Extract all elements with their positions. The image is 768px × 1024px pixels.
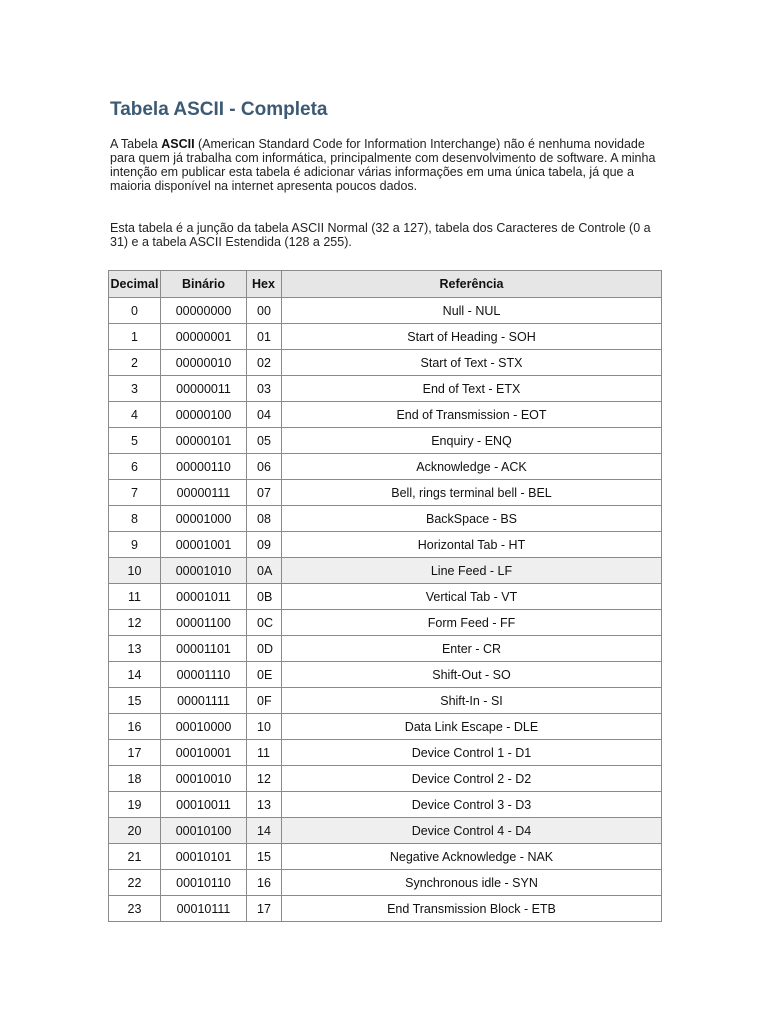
table-row	[109, 480, 662, 506]
table-row	[109, 636, 662, 662]
cell-decimal: 10	[109, 558, 161, 584]
table-row	[109, 844, 662, 870]
cell-binario: 00000010	[161, 350, 247, 376]
table-row	[109, 610, 662, 636]
cell-hex: 0E	[247, 662, 282, 688]
table-row	[109, 766, 662, 792]
cell-referencia: Device Control 2 - D2	[282, 766, 662, 792]
cell-binario: 00001000	[161, 506, 247, 532]
cell-binario: 00000111	[161, 480, 247, 506]
table-row	[109, 350, 662, 376]
cell-decimal: 2	[109, 350, 161, 376]
cell-referencia: Null - NUL	[282, 298, 662, 324]
cell-referencia: End of Transmission - EOT	[282, 402, 662, 428]
cell-referencia: Synchronous idle - SYN	[282, 870, 662, 896]
cell-binario: 00001101	[161, 636, 247, 662]
cell-binario: 00010011	[161, 792, 247, 818]
cell-hex: 11	[247, 740, 282, 766]
cell-referencia: Shift-In - SI	[282, 688, 662, 714]
cell-hex: 13	[247, 792, 282, 818]
cell-referencia: Device Control 4 - D4	[282, 818, 662, 844]
cell-binario: 00000011	[161, 376, 247, 402]
cell-hex: 17	[247, 896, 282, 922]
cell-hex: 15	[247, 844, 282, 870]
cell-hex: 09	[247, 532, 282, 558]
cell-decimal: 13	[109, 636, 161, 662]
table-row	[109, 688, 662, 714]
cell-decimal: 16	[109, 714, 161, 740]
cell-hex: 0A	[247, 558, 282, 584]
cell-referencia: Start of Heading - SOH	[282, 324, 662, 350]
header-hex: Hex	[247, 271, 282, 298]
cell-decimal: 20	[109, 818, 161, 844]
header-binario: Binário	[161, 271, 247, 298]
cell-decimal: 3	[109, 376, 161, 402]
cell-binario: 00001011	[161, 584, 247, 610]
cell-decimal: 7	[109, 480, 161, 506]
cell-referencia: Bell, rings terminal bell - BEL	[282, 480, 662, 506]
cell-decimal: 8	[109, 506, 161, 532]
cell-referencia: Device Control 3 - D3	[282, 792, 662, 818]
header-referencia: Referência	[282, 271, 662, 298]
cell-hex: 04	[247, 402, 282, 428]
cell-hex: 05	[247, 428, 282, 454]
cell-decimal: 5	[109, 428, 161, 454]
cell-hex: 0B	[247, 584, 282, 610]
cell-decimal: 11	[109, 584, 161, 610]
table-row	[109, 532, 662, 558]
table-row	[109, 428, 662, 454]
cell-hex: 10	[247, 714, 282, 740]
cell-decimal: 17	[109, 740, 161, 766]
cell-decimal: 18	[109, 766, 161, 792]
cell-hex: 16	[247, 870, 282, 896]
cell-decimal: 22	[109, 870, 161, 896]
cell-referencia: Negative Acknowledge - NAK	[282, 844, 662, 870]
cell-referencia: Data Link Escape - DLE	[282, 714, 662, 740]
cell-binario: 00010101	[161, 844, 247, 870]
cell-decimal: 19	[109, 792, 161, 818]
document-page	[110, 96, 662, 249]
intro-bold-ascii: ASCII	[161, 137, 195, 151]
ascii-table	[108, 270, 662, 922]
intro-rest: (American Standard Code for Information Interchange) não é nenhuma novidade para quem já trabalha com informática, principalmente com desenvolvimento de software. A minha intenção em publicar esta tabela é adicionar várias informações em uma única tabela, já que a maioria disponível na internet apresenta poucos dados.	[110, 137, 656, 193]
table-row	[109, 298, 662, 324]
page-title: Tabela ASCII - Completa	[110, 99, 328, 120]
cell-referencia: Line Feed - LF	[282, 558, 662, 584]
cell-referencia: End Transmission Block - ETB	[282, 896, 662, 922]
cell-decimal: 12	[109, 610, 161, 636]
cell-decimal: 4	[109, 402, 161, 428]
cell-hex: 08	[247, 506, 282, 532]
table-row	[109, 376, 662, 402]
cell-binario: 00010111	[161, 896, 247, 922]
cell-hex: 01	[247, 324, 282, 350]
cell-referencia: Enter - CR	[282, 636, 662, 662]
cell-hex: 0D	[247, 636, 282, 662]
cell-decimal: 6	[109, 454, 161, 480]
cell-referencia: Vertical Tab - VT	[282, 584, 662, 610]
cell-binario: 00000001	[161, 324, 247, 350]
cell-binario: 00001110	[161, 662, 247, 688]
cell-binario: 00000000	[161, 298, 247, 324]
cell-hex: 07	[247, 480, 282, 506]
intro-paragraph	[110, 137, 662, 193]
cell-hex: 00	[247, 298, 282, 324]
table-row	[109, 792, 662, 818]
table-description: Esta tabela é a junção da tabela ASCII Normal (32 a 127), tabela dos Caracteres de Controle (0 a 31) e a tabela ASCII Estendida (128 a 255).	[110, 221, 651, 249]
table-row	[109, 662, 662, 688]
cell-hex: 02	[247, 350, 282, 376]
cell-decimal: 15	[109, 688, 161, 714]
cell-binario: 00000110	[161, 454, 247, 480]
cell-hex: 03	[247, 376, 282, 402]
cell-binario: 00010001	[161, 740, 247, 766]
cell-hex: 0F	[247, 688, 282, 714]
table-row	[109, 740, 662, 766]
table-body	[109, 298, 662, 922]
cell-referencia: End of Text - ETX	[282, 376, 662, 402]
table-header-row	[109, 271, 662, 298]
cell-hex: 06	[247, 454, 282, 480]
cell-referencia: Start of Text - STX	[282, 350, 662, 376]
cell-decimal: 9	[109, 532, 161, 558]
cell-decimal: 0	[109, 298, 161, 324]
cell-referencia: Device Control 1 - D1	[282, 740, 662, 766]
cell-referencia: Shift-Out - SO	[282, 662, 662, 688]
cell-binario: 00010000	[161, 714, 247, 740]
cell-referencia: Horizontal Tab - HT	[282, 532, 662, 558]
cell-hex: 0C	[247, 610, 282, 636]
cell-hex: 12	[247, 766, 282, 792]
cell-binario: 00010100	[161, 818, 247, 844]
cell-binario: 00010110	[161, 870, 247, 896]
cell-referencia: BackSpace - BS	[282, 506, 662, 532]
cell-decimal: 21	[109, 844, 161, 870]
cell-decimal: 23	[109, 896, 161, 922]
cell-referencia: Acknowledge - ACK	[282, 454, 662, 480]
table-row	[109, 558, 662, 584]
cell-binario: 00010010	[161, 766, 247, 792]
table-row	[109, 870, 662, 896]
cell-binario: 00000100	[161, 402, 247, 428]
cell-binario: 00000101	[161, 428, 247, 454]
cell-binario: 00001010	[161, 558, 247, 584]
cell-hex: 14	[247, 818, 282, 844]
cell-referencia: Enquiry - ENQ	[282, 428, 662, 454]
intro-prefix: A Tabela	[110, 137, 162, 151]
table-row	[109, 506, 662, 532]
table-row	[109, 584, 662, 610]
cell-referencia: Form Feed - FF	[282, 610, 662, 636]
cell-binario: 00001100	[161, 610, 247, 636]
table-row	[109, 896, 662, 922]
cell-binario: 00001001	[161, 532, 247, 558]
table-row	[109, 818, 662, 844]
cell-decimal: 14	[109, 662, 161, 688]
table-row	[109, 324, 662, 350]
cell-decimal: 1	[109, 324, 161, 350]
table-row	[109, 454, 662, 480]
header-decimal: Decimal	[109, 271, 161, 298]
table-row	[109, 714, 662, 740]
table-row	[109, 402, 662, 428]
cell-binario: 00001111	[161, 688, 247, 714]
